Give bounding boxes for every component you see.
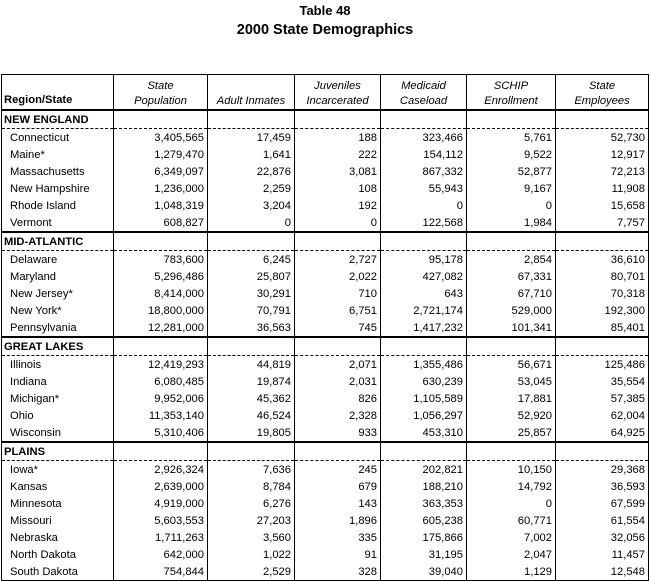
state-name: Maryland xyxy=(10,270,57,283)
data-cell: 15,658 xyxy=(556,197,649,214)
data-cell: 17,881 xyxy=(467,390,556,407)
data-cell: 427,082 xyxy=(381,268,467,285)
state-name: Illinois xyxy=(10,358,42,371)
data-cell: 192,300 xyxy=(556,302,649,319)
data-cell: 52,920 xyxy=(467,407,556,424)
region-row xyxy=(2,110,649,129)
data-cell: 2,022 xyxy=(295,268,381,285)
data-cell: 1,355,486 xyxy=(381,356,467,374)
column-header-line1: Juveniles xyxy=(314,80,361,92)
data-cell: 9,167 xyxy=(467,180,556,197)
column-header-line2: Adult Inmates xyxy=(216,95,286,107)
column-header-0 xyxy=(2,75,114,111)
data-cell: 323,466 xyxy=(381,129,467,147)
data-cell: 643 xyxy=(381,285,467,302)
data-cell: 1,417,232 xyxy=(381,319,467,337)
data-cell: 31,195 xyxy=(381,546,467,563)
data-cell: 605,238 xyxy=(381,512,467,529)
region-name: PLAINS xyxy=(2,442,114,461)
data-cell: 679 xyxy=(295,478,381,495)
data-cell: 55,943 xyxy=(381,180,467,197)
data-cell: 2,639,000 xyxy=(114,478,208,495)
region-blank-cell xyxy=(381,232,467,251)
data-cell: 2,854 xyxy=(467,251,556,269)
data-cell: 19,805 xyxy=(208,424,295,442)
data-cell: 95,178 xyxy=(381,251,467,269)
data-cell: 1,896 xyxy=(295,512,381,529)
column-header-2 xyxy=(208,75,295,111)
column-header-3 xyxy=(295,75,381,111)
state-name: Connecticut xyxy=(10,131,70,144)
region-blank-cell xyxy=(467,442,556,461)
data-cell: 3,204 xyxy=(208,197,295,214)
data-cell: 30,291 xyxy=(208,285,295,302)
data-cell: 39,040 xyxy=(381,563,467,581)
table-row xyxy=(2,129,649,147)
data-cell: 101,341 xyxy=(467,319,556,337)
table-row xyxy=(2,214,649,232)
data-cell: 67,331 xyxy=(467,268,556,285)
state-name: New Hampshire xyxy=(10,182,90,195)
data-cell: 3,405,565 xyxy=(114,129,208,147)
data-cell: 2,926,324 xyxy=(114,461,208,479)
data-cell: 188 xyxy=(295,129,381,147)
state-name: Ohio xyxy=(10,409,34,422)
data-cell: 222 xyxy=(295,146,381,163)
data-cell: 36,563 xyxy=(208,319,295,337)
column-header-line2: Population xyxy=(134,95,187,107)
data-cell: 1,105,589 xyxy=(381,390,467,407)
data-cell: 3,081 xyxy=(295,163,381,180)
region-blank-cell xyxy=(556,442,649,461)
data-cell: 608,827 xyxy=(114,214,208,232)
data-cell: 70,791 xyxy=(208,302,295,319)
data-cell: 1,279,470 xyxy=(114,146,208,163)
state-name: Missouri xyxy=(10,514,52,527)
data-cell: 122,568 xyxy=(381,214,467,232)
data-cell: 933 xyxy=(295,424,381,442)
data-cell: 5,603,553 xyxy=(114,512,208,529)
data-cell: 1,984 xyxy=(467,214,556,232)
region-row xyxy=(2,442,649,461)
state-name: Michigan* xyxy=(10,392,60,405)
region-blank-cell xyxy=(295,442,381,461)
data-cell: 72,213 xyxy=(556,163,649,180)
table-row xyxy=(2,146,649,163)
data-cell: 2,721,174 xyxy=(381,302,467,319)
data-cell: 2,047 xyxy=(467,546,556,563)
data-cell: 192 xyxy=(295,197,381,214)
data-cell: 35,554 xyxy=(556,373,649,390)
data-cell: 12,548 xyxy=(556,563,649,581)
table-row xyxy=(2,302,649,319)
data-cell: 0 xyxy=(467,197,556,214)
data-cell: 826 xyxy=(295,390,381,407)
data-cell: 3,560 xyxy=(208,529,295,546)
table-row xyxy=(2,285,649,302)
data-cell: 1,641 xyxy=(208,146,295,163)
demographics-table xyxy=(1,74,649,581)
data-cell: 630,239 xyxy=(381,373,467,390)
data-cell: 328 xyxy=(295,563,381,581)
data-cell: 4,919,000 xyxy=(114,495,208,512)
column-header-line2: Incarcerated xyxy=(306,95,369,107)
region-blank-cell xyxy=(208,110,295,129)
state-name: New York* xyxy=(10,304,62,317)
data-cell: 60,771 xyxy=(467,512,556,529)
data-cell: 11,353,140 xyxy=(114,407,208,424)
data-cell: 6,245 xyxy=(208,251,295,269)
column-header-6 xyxy=(556,75,649,111)
data-cell: 188,210 xyxy=(381,478,467,495)
region-blank-cell xyxy=(556,110,649,129)
data-cell: 12,917 xyxy=(556,146,649,163)
data-cell: 2,031 xyxy=(295,373,381,390)
table-row xyxy=(2,512,649,529)
data-cell: 52,730 xyxy=(556,129,649,147)
column-header-line1: State xyxy=(588,80,616,92)
table-row xyxy=(2,373,649,390)
table-header-row xyxy=(2,75,649,111)
table-row xyxy=(2,163,649,180)
table-title: 2000 State Demographics xyxy=(236,22,414,38)
region-blank-cell xyxy=(208,442,295,461)
table-number: Table 48 xyxy=(299,3,351,18)
region-blank-cell xyxy=(114,337,208,356)
column-header-line2: Caseload xyxy=(399,95,448,107)
data-cell: 7,002 xyxy=(467,529,556,546)
data-cell: 7,636 xyxy=(208,461,295,479)
state-name: South Dakota xyxy=(2,563,114,581)
data-cell: 754,844 xyxy=(114,563,208,581)
table-row xyxy=(2,319,649,337)
data-cell: 453,310 xyxy=(381,424,467,442)
data-cell: 36,610 xyxy=(556,251,649,269)
region-name: GREAT LAKES xyxy=(2,337,114,356)
data-cell: 363,353 xyxy=(381,495,467,512)
data-cell: 18,800,000 xyxy=(114,302,208,319)
data-cell: 1,711,263 xyxy=(114,529,208,546)
data-cell: 5,310,406 xyxy=(114,424,208,442)
state-name: Maine* xyxy=(10,148,45,161)
table-row xyxy=(2,424,649,442)
data-cell: 143 xyxy=(295,495,381,512)
region-blank-cell xyxy=(381,110,467,129)
data-cell: 29,368 xyxy=(556,461,649,479)
data-cell: 1,022 xyxy=(208,546,295,563)
data-cell: 52,877 xyxy=(467,163,556,180)
table-row xyxy=(2,407,649,424)
state-name: Nebraska xyxy=(10,531,58,544)
data-cell: 1,129 xyxy=(467,563,556,581)
table-row xyxy=(2,356,649,374)
data-cell: 1,236,000 xyxy=(114,180,208,197)
data-cell: 6,751 xyxy=(295,302,381,319)
state-name: Vermont xyxy=(10,216,52,229)
data-cell: 70,318 xyxy=(556,285,649,302)
data-cell: 80,701 xyxy=(556,268,649,285)
region-row xyxy=(2,232,649,251)
region-blank-cell xyxy=(467,337,556,356)
state-name: Wisconsin xyxy=(10,426,61,439)
region-row xyxy=(2,337,649,356)
data-cell: 529,000 xyxy=(467,302,556,319)
data-cell: 67,599 xyxy=(556,495,649,512)
region-blank-cell xyxy=(467,110,556,129)
region-blank-cell xyxy=(295,110,381,129)
column-header-line1 xyxy=(211,79,291,94)
data-cell: 8,414,000 xyxy=(114,285,208,302)
table-row xyxy=(2,495,649,512)
table-row xyxy=(2,180,649,197)
state-name: Pennsylvania xyxy=(10,321,77,334)
data-cell: 67,710 xyxy=(467,285,556,302)
state-name: New Jersey* xyxy=(10,287,73,300)
table-row xyxy=(2,546,649,563)
region-blank-cell xyxy=(114,442,208,461)
data-cell: 2,328 xyxy=(295,407,381,424)
data-cell: 57,385 xyxy=(556,390,649,407)
column-header-5 xyxy=(467,75,556,111)
state-name: Indiana xyxy=(10,375,47,388)
region-blank-cell xyxy=(114,232,208,251)
data-cell: 6,080,485 xyxy=(114,373,208,390)
data-cell: 108 xyxy=(295,180,381,197)
data-cell: 46,524 xyxy=(208,407,295,424)
data-cell: 6,276 xyxy=(208,495,295,512)
data-cell: 0 xyxy=(381,197,467,214)
column-header-line2: Employees xyxy=(574,95,630,107)
data-cell: 175,866 xyxy=(381,529,467,546)
state-name: Massachusetts xyxy=(10,165,85,178)
state-name: Rhode Island xyxy=(10,199,76,212)
data-cell: 17,459 xyxy=(208,129,295,147)
column-header-line1: Medicaid xyxy=(401,80,446,92)
data-cell: 5,296,486 xyxy=(114,268,208,285)
table-row xyxy=(2,461,649,479)
table-row xyxy=(2,268,649,285)
data-cell: 0 xyxy=(295,214,381,232)
data-cell: 19,874 xyxy=(208,373,295,390)
data-cell: 0 xyxy=(467,495,556,512)
column-header-line2: Enrollment xyxy=(484,95,538,107)
data-cell: 11,457 xyxy=(556,546,649,563)
state-name: North Dakota xyxy=(10,548,76,561)
data-cell: 745 xyxy=(295,319,381,337)
data-cell: 45,362 xyxy=(208,390,295,407)
table-row xyxy=(2,529,649,546)
data-cell: 10,150 xyxy=(467,461,556,479)
data-cell: 44,819 xyxy=(208,356,295,374)
data-cell: 12,281,000 xyxy=(114,319,208,337)
table-row xyxy=(2,251,649,269)
column-header-1 xyxy=(114,75,208,111)
data-cell: 7,757 xyxy=(556,214,649,232)
data-cell: 62,004 xyxy=(556,407,649,424)
region-name: MID-ATLANTIC xyxy=(2,232,114,251)
region-blank-cell xyxy=(208,232,295,251)
data-cell: 25,857 xyxy=(467,424,556,442)
data-cell: 6,349,097 xyxy=(114,163,208,180)
data-cell: 91 xyxy=(295,546,381,563)
data-cell: 2,071 xyxy=(295,356,381,374)
data-cell: 11,908 xyxy=(556,180,649,197)
region-blank-cell xyxy=(295,232,381,251)
data-cell: 53,045 xyxy=(467,373,556,390)
data-cell: 245 xyxy=(295,461,381,479)
data-cell: 2,529 xyxy=(208,563,295,581)
data-cell: 9,522 xyxy=(467,146,556,163)
column-header-line1 xyxy=(4,78,110,93)
state-name: Kansas xyxy=(10,480,48,493)
data-cell: 85,401 xyxy=(556,319,649,337)
data-cell: 56,671 xyxy=(467,356,556,374)
data-cell: 64,925 xyxy=(556,424,649,442)
data-cell: 867,332 xyxy=(381,163,467,180)
table-row xyxy=(2,390,649,407)
column-header-4 xyxy=(381,75,467,111)
region-blank-cell xyxy=(467,232,556,251)
table-body xyxy=(2,110,649,581)
data-cell: 27,203 xyxy=(208,512,295,529)
column-header-line1: SCHIP xyxy=(493,80,529,92)
data-cell: 1,048,319 xyxy=(114,197,208,214)
data-cell: 32,056 xyxy=(556,529,649,546)
data-cell: 25,807 xyxy=(208,268,295,285)
state-name: Iowa* xyxy=(10,463,38,476)
region-blank-cell xyxy=(556,232,649,251)
state-name: Minnesota xyxy=(10,497,62,510)
state-name: Delaware xyxy=(10,253,58,266)
data-cell: 154,112 xyxy=(381,146,467,163)
region-name: NEW ENGLAND xyxy=(2,110,114,129)
region-blank-cell xyxy=(114,110,208,129)
column-header-line1: State xyxy=(147,80,174,92)
region-blank-cell xyxy=(208,337,295,356)
region-blank-cell xyxy=(556,337,649,356)
data-cell: 783,600 xyxy=(114,251,208,269)
data-cell: 1,056,297 xyxy=(381,407,467,424)
data-cell: 9,952,006 xyxy=(114,390,208,407)
region-blank-cell xyxy=(381,442,467,461)
data-cell: 335 xyxy=(295,529,381,546)
data-cell: 2,259 xyxy=(208,180,295,197)
data-cell: 36,593 xyxy=(556,478,649,495)
data-cell: 12,419,293 xyxy=(114,356,208,374)
data-cell: 8,784 xyxy=(208,478,295,495)
data-cell: 125,486 xyxy=(556,356,649,374)
data-cell: 22,876 xyxy=(208,163,295,180)
data-cell: 710 xyxy=(295,285,381,302)
region-blank-cell xyxy=(295,337,381,356)
data-cell: 14,792 xyxy=(467,478,556,495)
data-cell: 202,821 xyxy=(381,461,467,479)
data-cell: 0 xyxy=(208,214,295,232)
data-cell: 5,761 xyxy=(467,129,556,147)
data-cell: 642,000 xyxy=(114,546,208,563)
data-cell: 61,554 xyxy=(556,512,649,529)
region-blank-cell xyxy=(381,337,467,356)
table-row xyxy=(2,197,649,214)
table-row xyxy=(2,478,649,495)
data-cell: 2,727 xyxy=(295,251,381,269)
column-header-line2: Region/State xyxy=(4,94,73,106)
